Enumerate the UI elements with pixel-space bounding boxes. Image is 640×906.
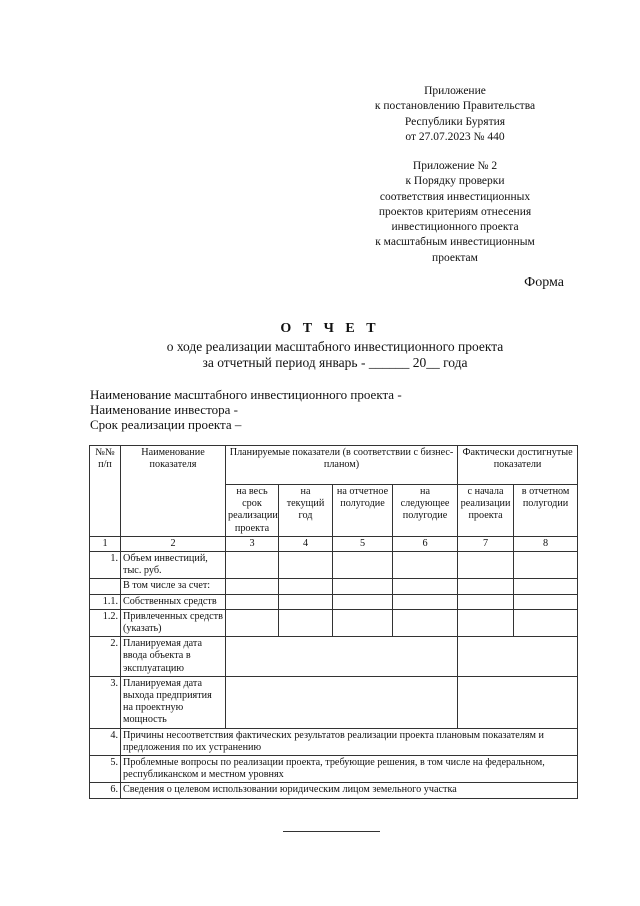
header-planned-half: на отчетное полугодие	[333, 485, 393, 537]
row-num: 2.	[90, 637, 121, 677]
table-header-row	[90, 446, 578, 485]
appendix-2-line: инвестиционного проекта	[391, 221, 519, 234]
data-cell	[226, 609, 279, 636]
data-cell	[226, 579, 279, 594]
header-planned-year: на текущий год	[279, 485, 333, 537]
column-number: 5	[333, 536, 393, 551]
column-number: 7	[458, 536, 514, 551]
data-cell	[279, 552, 333, 579]
data-cell	[458, 609, 514, 636]
row-num: 4.	[90, 728, 121, 755]
report-period: за отчетный период январь - ______ 20__ года	[202, 355, 468, 370]
table-row	[90, 579, 578, 594]
data-cell	[458, 552, 514, 579]
column-number: 4	[279, 536, 333, 551]
data-cell	[458, 579, 514, 594]
header-actual-total: с начала реализации проекта	[458, 485, 514, 537]
report-table	[89, 445, 578, 799]
data-cell	[514, 552, 578, 579]
row-name: Объем инвестиций, тыс. руб.	[121, 552, 226, 579]
row-num: 6.	[90, 783, 121, 798]
row-num: 1.2.	[90, 609, 121, 636]
data-cell	[333, 594, 393, 609]
row-name: Планируемая дата выхода предприятия на проектную мощность	[121, 676, 226, 728]
header-indicator-name: Наименование показателя	[121, 446, 226, 537]
data-cell	[393, 579, 458, 594]
data-cell	[393, 609, 458, 636]
row-num: 1.1.	[90, 594, 121, 609]
row-num: 1.	[90, 552, 121, 579]
data-cell	[514, 594, 578, 609]
header-num: №№ п/п	[90, 446, 121, 537]
row-name: Собственных средств	[121, 594, 226, 609]
header-planned: Планируемые показатели (в соответствии с бизнес-планом)	[226, 446, 458, 485]
column-number: 3	[226, 536, 279, 551]
data-cell-planned	[226, 676, 458, 728]
header-actual: Фактически достигнутые показатели	[458, 446, 578, 485]
column-number: 8	[514, 536, 578, 551]
appendix-1-line: к постановлению Правительства	[374, 100, 536, 113]
appendix-2-line: к Порядку проверки	[405, 175, 505, 188]
data-cell	[393, 552, 458, 579]
report-title: О Т Ч Е Т	[280, 321, 380, 336]
form-label: Форма	[524, 275, 564, 290]
column-number: 2	[121, 536, 226, 551]
data-cell	[226, 552, 279, 579]
table-row	[90, 676, 578, 728]
row-num	[90, 579, 121, 594]
row-name: В том числе за счет:	[121, 579, 226, 594]
table-row-wide	[90, 756, 578, 783]
appendix-2-line: к масштабным инвестиционным	[375, 236, 535, 249]
data-cell-planned	[226, 637, 458, 677]
appendix-2-block	[330, 159, 580, 266]
data-cell	[458, 594, 514, 609]
footer-divider	[283, 831, 380, 832]
table-row	[90, 594, 578, 609]
project-term-line: Срок реализации проекта –	[90, 417, 242, 432]
header-planned-next-half: на следующее полугодие	[393, 485, 458, 537]
table-row-wide	[90, 728, 578, 755]
data-cell	[333, 579, 393, 594]
data-cell	[333, 609, 393, 636]
data-cell	[279, 579, 333, 594]
appendix-1-line: Приложение	[424, 85, 486, 97]
table-row	[90, 637, 578, 677]
header-planned-total: на весь срок реализации проекта	[226, 485, 279, 537]
row-text: Причины несоответствия фактических результатов реализации проекта плановым показателям и предложения по их устранению	[121, 728, 578, 755]
appendix-1-block	[330, 84, 580, 145]
appendix-2-line: проектам	[432, 251, 478, 264]
data-cell	[279, 594, 333, 609]
table-row	[90, 609, 578, 636]
data-cell	[226, 594, 279, 609]
appendix-1-line: Республики Бурятия	[404, 115, 506, 128]
row-text: Сведения о целевом использовании юридическим лицом земельного участка	[121, 783, 578, 798]
data-cell	[333, 552, 393, 579]
row-name: Привлеченных средств (указать)	[121, 609, 226, 636]
data-cell-actual	[458, 676, 578, 728]
table-row	[90, 552, 578, 579]
data-cell	[514, 579, 578, 594]
appendix-2-line: соответствия инвестиционных	[379, 190, 531, 203]
table-row-wide	[90, 783, 578, 798]
row-num: 5.	[90, 756, 121, 783]
appendix-1-line: от 27.07.2023 № 440	[405, 130, 505, 143]
column-number: 6	[393, 536, 458, 551]
row-name: Планируемая дата ввода объекта в эксплуатацию	[121, 637, 226, 677]
row-text: Проблемные вопросы по реализации проекта, требующие решения, в том числе на федеральном, республиканском и местном уровнях	[121, 756, 578, 783]
header-actual-half: в отчетном полугодии	[514, 485, 578, 537]
project-name-line: Наименование масштабного инвестиционного проекта -	[90, 387, 402, 402]
column-number: 1	[90, 536, 121, 551]
appendix-2-line: проектов критериям отнесения	[378, 205, 532, 218]
row-num: 3.	[90, 676, 121, 728]
data-cell	[393, 594, 458, 609]
appendix-2-line: Приложение № 2	[412, 160, 498, 172]
column-number-row	[90, 536, 578, 551]
investor-name-line: Наименование инвестора -	[90, 402, 238, 417]
data-cell	[279, 609, 333, 636]
data-cell	[514, 609, 578, 636]
report-subtitle: о ходе реализации масштабного инвестиционного проекта	[166, 339, 504, 354]
data-cell-actual	[458, 637, 578, 677]
